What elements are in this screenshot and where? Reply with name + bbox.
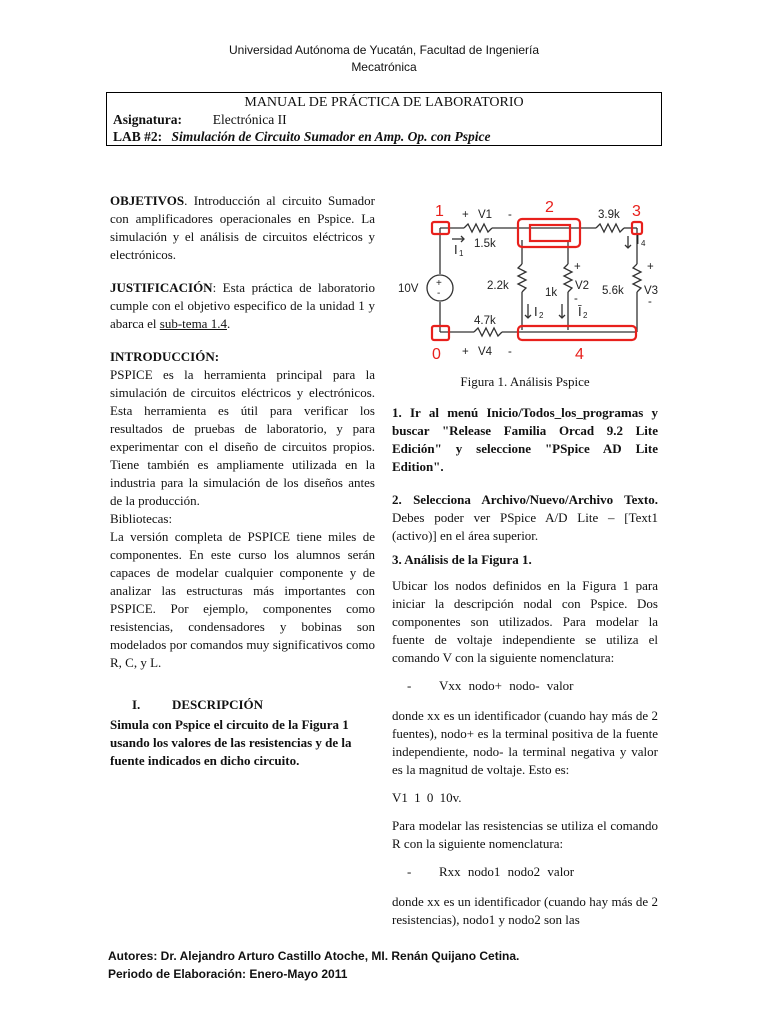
subtema-link[interactable]: sub-tema 1.4 <box>159 316 227 331</box>
label-source-10v: 10V <box>398 283 419 295</box>
label-source-minus: - <box>437 288 441 299</box>
label-v1-minus: - <box>508 209 512 221</box>
step-1-text: Ir al menú Inicio/Todos_los_programas y buscar "Release Familia Orcad 9.2 Lite Edición" y seleccione "PSpice AD Lite Edition". <box>392 405 658 474</box>
voltage-example: V1 1 0 10v. <box>392 790 462 805</box>
circuit-diagram <box>392 192 658 370</box>
asignatura-value: Electrónica II <box>212 112 287 127</box>
justificacion-end: . <box>226 316 231 331</box>
resistor-4-7k <box>474 328 502 336</box>
label-r-2-2k: 2.2k <box>487 280 509 292</box>
objetivos-paragraph <box>110 192 375 264</box>
label-r-3-9k: 3.9k <box>598 209 620 221</box>
descripcion-heading <box>110 696 375 714</box>
resistor-command <box>392 863 658 881</box>
resistor-command-dash: - <box>407 864 412 879</box>
label-v2-minus: - <box>574 293 578 305</box>
label-r-5-6k: 5.6k <box>602 285 624 297</box>
voltage-command <box>392 677 658 695</box>
label-i2a: I <box>534 304 538 319</box>
step-1 <box>392 404 658 476</box>
node-label-2: 2 <box>545 199 554 216</box>
label-v3-plus: + <box>647 261 654 273</box>
resistor-5-6k <box>633 264 641 292</box>
step-2-bold: Selecciona Archivo/Nuevo/Archivo Texto. <box>413 492 658 507</box>
label-i2b-sub: 2 <box>583 311 588 320</box>
resistor-command-syntax: Rxx nodo1 nodo2 valor <box>439 864 575 879</box>
label-v2: V2 <box>575 280 590 292</box>
intro-text: PSPICE es la herramienta principal para la simulación de circuitos eléctricos y electrónicos. Esta herramienta es útil para verificar los resultados de pruebas de laboratorio, y para experimentar con el diseño de circuitos propios. Tiene también es ampliamente utilizada en la industria para la simulación de los diseños antes de la producción. <box>110 367 375 508</box>
lab-title: Simulación de Circuito Sumador en Amp. Op. con Pspice <box>171 129 491 144</box>
descripcion-title: DESCRIPCIÓN <box>172 697 264 712</box>
resistor-3-9k <box>596 224 624 232</box>
step-2 <box>392 491 658 545</box>
resistor-1k <box>564 264 572 292</box>
label-v4-plus: + <box>462 346 469 358</box>
resistor-paragraph: Para modelar las resistencias se utiliza el comando R con la siguiente nomenclatura: <box>392 818 658 851</box>
intro-heading: INTRODUCCIÓN: <box>110 349 220 364</box>
justificacion-paragraph <box>110 279 375 333</box>
node-highlights <box>432 219 642 340</box>
step-1-number: 1. <box>392 405 402 420</box>
label-v3: V3 <box>644 285 658 297</box>
descripcion-text: Simula con Pspice el circuito de la Figura 1 usando los valores de las resistencias y de la fuente indicados en dicho circuito. <box>110 717 352 768</box>
label-i4-sub: 4 <box>641 239 646 248</box>
voltage-explanation: donde xx es un identificador (cuando hay más de 2 fuentes), nodo+ es la terminal positiva de la fuente independiente, nodo- la terminal negativa y valor es la magnitud de voltaje. Esto es: <box>392 708 658 777</box>
resistor-1-5k <box>464 224 492 232</box>
document-footer <box>108 947 519 983</box>
nodes-paragraph: Ubicar los nodos definidos en la Figura 1 para iniciar la descripción nodal con Pspice. Dos componentes son utilizados. Para modelar la fuente de voltaje independiente se utiliza el comando V con la siguiente nomenclatura: <box>392 578 658 665</box>
figure-caption: Figura 1. Análisis Pspice <box>460 374 590 389</box>
justificacion-text: : Esta práctica de laboratorio cumple con el objetivo especifico de la unidad 1 y abarca el <box>110 280 375 331</box>
label-source-plus: + <box>436 278 442 289</box>
objetivos-text: . Introducción al circuito Sumador con amplificadores operacionales en Pspice. La simulación y el análisis de circuitos eléctricos y electrónicos. <box>110 193 375 262</box>
label-v3-minus: - <box>648 296 652 308</box>
document-header <box>0 42 768 76</box>
node-label-1: 1 <box>435 203 444 220</box>
lab-line <box>113 128 655 145</box>
node-label-0: 0 <box>432 346 441 363</box>
label-r-1k: 1k <box>545 287 558 299</box>
resistor-2-2k <box>518 264 526 292</box>
label-i1: I <box>454 242 458 257</box>
label-i1-sub: 1 <box>459 249 464 258</box>
right-column <box>392 404 658 944</box>
program-name: Mecatrónica <box>351 60 417 74</box>
label-r-4-7k: 4.7k <box>474 315 496 327</box>
left-column <box>110 192 375 770</box>
asignatura-line <box>113 111 655 128</box>
elaboration-period: Periodo de Elaboración: Enero-Mayo 2011 <box>108 967 348 981</box>
bibliotecas-label: Bibliotecas: <box>110 511 173 526</box>
university-name: Universidad Autónoma de Yucatán, Facultad de Ingeniería <box>229 43 539 57</box>
voltage-command-syntax: Vxx nodo+ nodo- valor <box>439 678 574 693</box>
justificacion-label: JUSTIFICACIÓN <box>110 280 213 295</box>
voltage-command-dash: - <box>407 678 412 693</box>
lab-label: LAB #2: <box>113 129 163 144</box>
node-numbers <box>432 199 641 363</box>
descripcion-number: I. <box>132 697 141 712</box>
label-i4: I <box>636 232 640 247</box>
label-v4: V4 <box>478 346 493 358</box>
label-v1-plus: + <box>462 209 469 221</box>
label-v4-minus: - <box>508 346 512 358</box>
bibliotecas-text: La versión completa de PSPICE tiene miles de componentes. En este curso los alumnos serán capaces de modelar cualquier componente y de analizar las estructuras más importantes con PSPICE. Por ejemplo, componentes como resistencias, condensadores y bobinas son modelados por comandos muy significativos como R, C, y L. <box>110 529 375 670</box>
label-i2b: Ī <box>578 304 582 319</box>
circuit-figure <box>392 192 658 370</box>
step-2-number: 2. <box>392 492 402 507</box>
manual-title: MANUAL DE PRÁCTICA DE LABORATORIO <box>244 95 524 110</box>
label-v1: V1 <box>478 209 493 221</box>
label-r-1-5k: 1.5k <box>474 238 496 250</box>
asignatura-label: Asignatura: <box>113 112 183 127</box>
node-label-3: 3 <box>632 203 641 220</box>
title-box <box>106 92 662 146</box>
label-v2-plus: + <box>574 261 581 273</box>
resistor-explanation: donde xx es un identificador (cuando hay más de 2 resistencias), nodo1 y nodo2 son las <box>392 894 658 927</box>
objetivos-label: OBJETIVOS <box>110 193 185 208</box>
node-label-4: 4 <box>575 346 584 363</box>
label-i2a-sub: 2 <box>539 311 544 320</box>
step-2-text: Debes poder ver PSpice A/D Lite – [Text1 (activo)] en el área superior. <box>392 510 658 543</box>
authors: Autores: Dr. Alejandro Arturo Castillo Atoche, MI. Renán Quijano Cetina. <box>108 949 520 963</box>
step-3-heading: 3. Análisis de la Figura 1. <box>392 552 532 567</box>
